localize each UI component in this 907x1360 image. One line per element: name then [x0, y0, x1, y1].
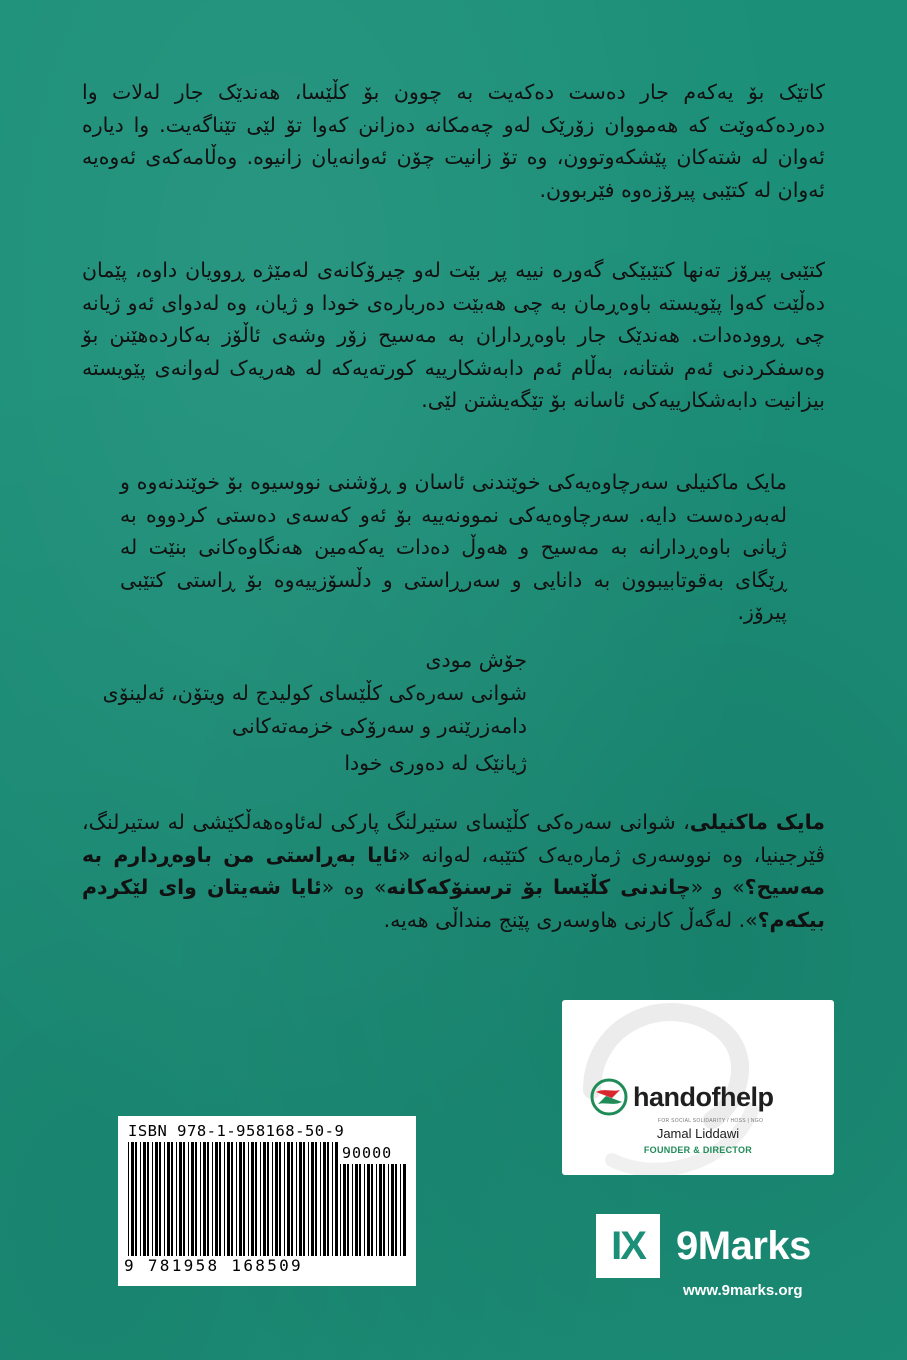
endorser-signature	[103, 644, 527, 780]
sponsor-person-name: Jamal Liddawi	[656, 1126, 740, 1141]
helping-hands-icon	[590, 1078, 628, 1116]
author-name: مایک ماکنیلی	[689, 810, 826, 834]
bio-separator-1: » و «	[690, 875, 745, 899]
bio-ending: ». لەگەڵ کارنی هاوسەری پێنج منداڵی هەیە.	[383, 907, 758, 932]
book-title-1: ئایا بەڕاستی من باوەڕدارم بە مەسیح؟	[82, 842, 825, 899]
endorsement-quote: مایک ماکنیلی سەرچاوەیەکی خوێندنی ئاسان و ڕۆشنی نووسیوە بۆ خوێندنەوە و لەبەردەست دایە. سەرچاوەیەکی نموونەییە بۆ ئەو کەسەی دەستی کردووە بە ژیانی باوەڕدارانە بە مەسیح و هەوڵ دەدات یەکەمین هەنگاوەکانی بنێت لە ڕێگای بەقوتابیبوون بە دانایی و سەرڕاستی و دڵسۆزییەوە بۆ ڕاستی کتێبی پیرۆز.	[120, 470, 787, 624]
barcode-bars-icon	[128, 1142, 338, 1256]
9marks-url: www.9marks.org	[683, 1282, 803, 1299]
hand-of-help-tagline: FOR SOCIAL SOLIDARITY / HOSS | NGO	[658, 1118, 764, 1124]
bio-separator-2: » وە «	[321, 875, 387, 899]
hand-of-help-brand-row	[590, 1078, 773, 1116]
hand-of-help-logo-card	[562, 1000, 834, 1175]
barcode-digits: 9 781958 168509	[124, 1256, 303, 1275]
author-bio-text: ، شوانی سەرەکی کڵێسای ستیرلنگ پارکی لەئاوەهەڵکێشی لە ستیرلنگ، ڤێرجینیا، وە نووسەری ژمارەیەک کتێبە، لەوانە «	[82, 810, 825, 867]
9marks-logo	[596, 1214, 811, 1278]
sponsor-person-role: FOUNDER & DIRECTOR	[643, 1145, 753, 1155]
price-addon-bars-icon	[340, 1164, 406, 1256]
endorser-title-line2: دامەزرێنەر و سەرۆکی خزمەتەکانی	[231, 714, 527, 738]
intro-paragraph: کاتێک بۆ یەکەم جار دەست دەکەیت بە چوون بۆ کڵێسا، هەندێک جار لەلات وا دەردەکەوێت کە هەمووان زۆرێک لەو چەمکانە دەزانن کەوا تۆ لێی تێناگەیت. وا دیارە ئەوان لە شتەکان پێشکەوتوون، وە تۆ زانیت چۆن ئەوانەیان زانیوە. وەڵامەکەی ئەوەیە ئەوان لە کتێبی پیرۆزەوە فێربوون.	[82, 80, 825, 202]
author-bio	[82, 806, 825, 936]
9marks-mark-icon: IX	[596, 1214, 660, 1278]
book-title-3: ئایا شەیتان وای لێکردم بیکەم؟	[82, 875, 825, 932]
isbn-label: ISBN 978-1-958168-50-9	[128, 1122, 345, 1140]
bible-paragraph: کتێبی پیرۆز تەنها کتێبێکی گەورە نییە پڕ بێت لەو چیرۆکانەی لەمێژە ڕوویان داوە، پێمان دەڵێت کەوا پێویستە باوەڕمان بە چی هەبێت دەربارەی خودا و ژیان، وە لەدوای ئەو ژیانە چی ڕوودەدات. هەندێک جار باوەڕداران بە مەسیح زۆر وشەی ئاڵۆز بەکاردەهێنن بۆ وەسفکردنی ئەم شتانە، بەڵام ئەم دابەشکارییە کورتەیەکە لە هەریەک لەوانەی پێویستە بیزانیت دابەشکارییەکی ئاسانە بۆ تێگەیشتن لێی.	[82, 258, 825, 412]
hand-of-help-name: handofhelp	[633, 1081, 774, 1112]
isbn-barcode-box	[118, 1116, 416, 1286]
price-code: 90000	[342, 1144, 393, 1162]
book-title-2: چاندنی کڵێسا بۆ ترسنۆکەکانە	[386, 875, 691, 899]
endorser-book-title: ژیانێک لە دەوری خودا	[344, 751, 527, 775]
9marks-name: 9Marks	[676, 1223, 811, 1268]
endorser-name: جۆش مودی	[425, 648, 527, 672]
endorser-title-line1: شوانی سەرەکی کڵێسای کولیدج لە ویتۆن، ئەلینۆی	[102, 681, 527, 705]
